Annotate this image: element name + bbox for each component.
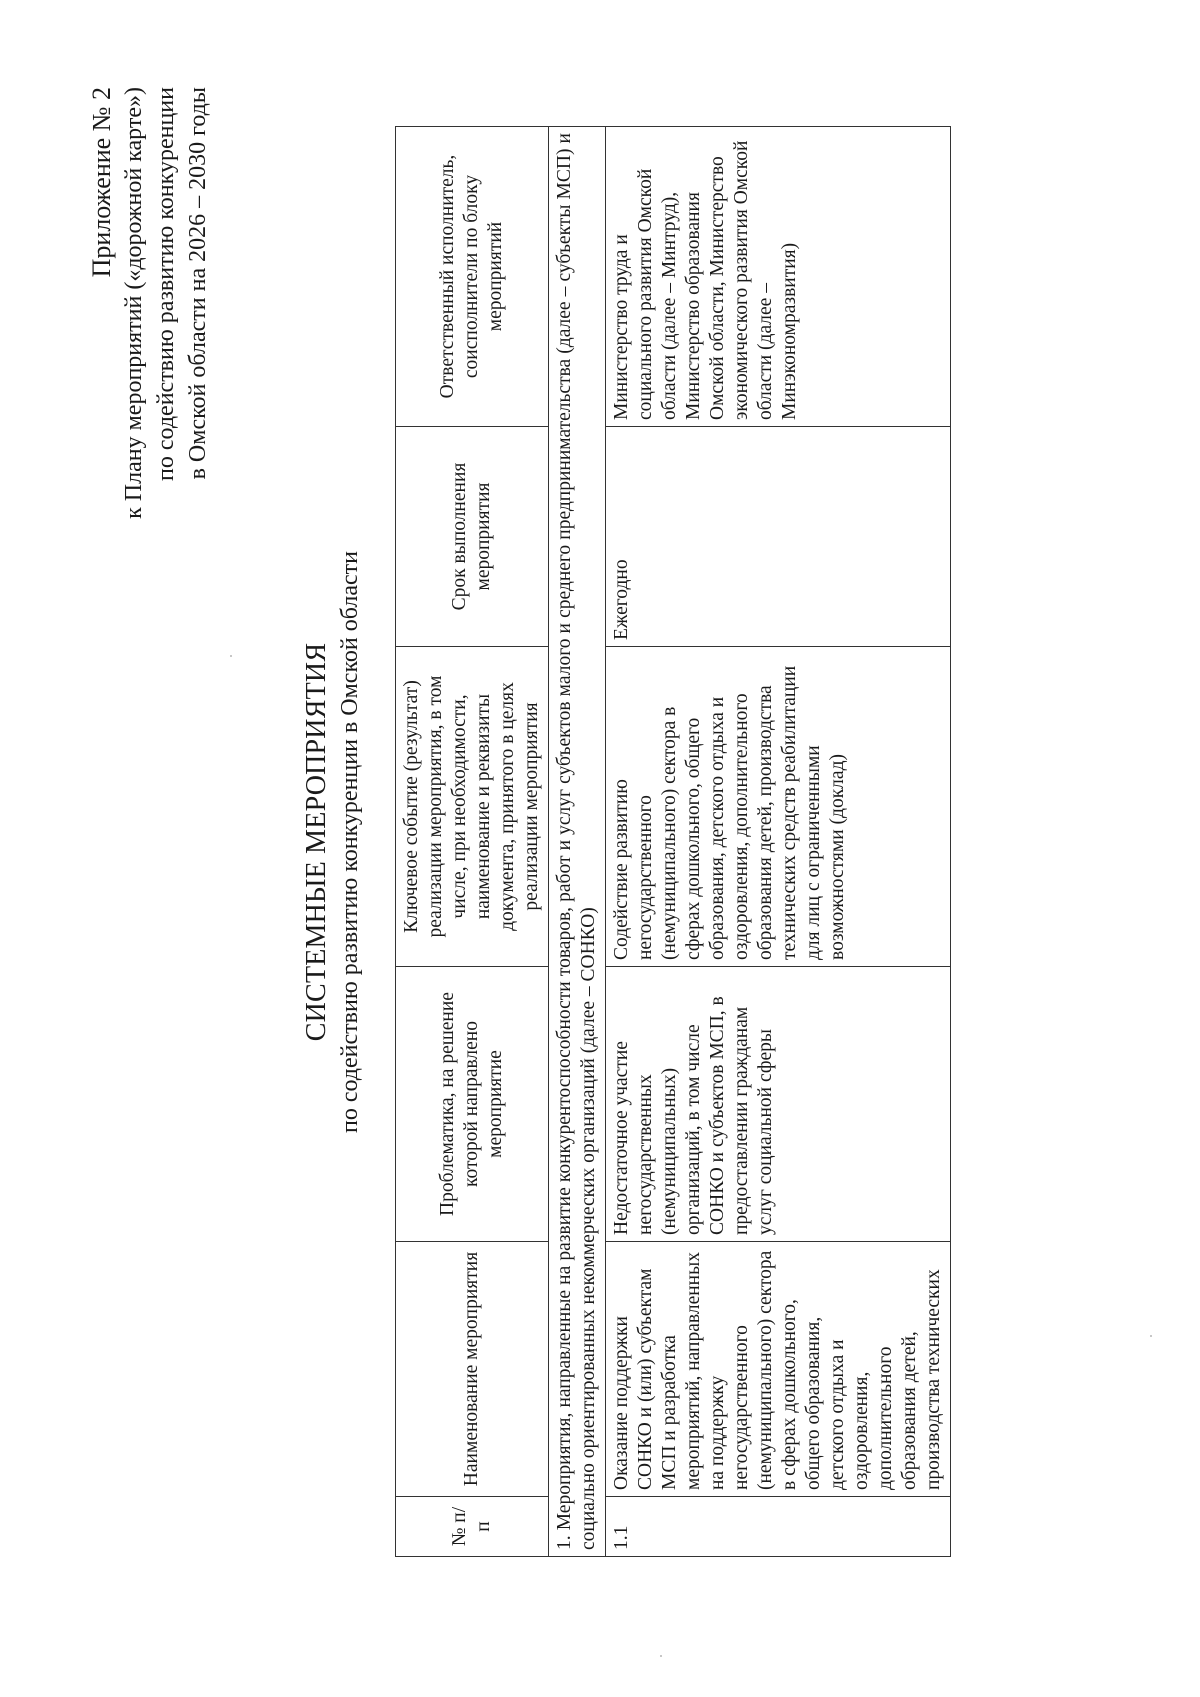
appendix-line: в Омской области на 2026 – 2030 годы [185,87,211,480]
column-header-problem: Проблематика, на решение которой направлено мероприятие [396,967,549,1242]
section-row [549,127,606,1557]
measures-table [395,126,951,1557]
document-subtitle: по содействию развитию конкуренции в Омской области [337,551,363,1133]
document-title: СИСТЕМНЫЕ МЕРОПРИЯТИЯ [301,642,332,1042]
table-row [606,127,951,1557]
column-header-key-event: Ключевое событие (результат) реализации мероприятия, в том числе, при необходимости, наименование и реквизиты документа, принятого в целях реализации мероприятия [396,647,549,967]
cell-problem: Недостаточное участие негосударственных (немуниципальных) организаций, в том числе СОНКО и субъектов МСП, в предоставлении гражданам услуг социальной сферы [606,967,951,1242]
column-header-deadline: Срок выполнения мероприятия [396,427,549,647]
document-title-block [300,127,366,1557]
appendix-line: к Плану мероприятий («дорожной карте») [121,87,147,519]
column-header-name: Наименование мероприятия [396,1242,549,1497]
column-header-responsible: Ответственный исполнитель, соисполнители по блоку мероприятий [396,127,549,427]
cell-number: 1.1 [606,1497,951,1557]
table-header-row [396,127,549,1557]
scan-speck [1150,1335,1152,1337]
scan-speck [660,1655,662,1657]
cell-responsible: Министерство труда и социального развития Омской области (далее – Минтруд), Министерство образования Омской области, Министерство экономического развития Омской области (далее – Минэкономразвития) [606,127,951,427]
cell-deadline: Ежегодно [606,427,951,647]
scan-speck [230,655,232,657]
appendix-line: по содействию развитию конкуренции [153,87,179,481]
appendix-header [86,87,214,647]
cell-key-event: Содействие развитию негосударственного (немуниципального) сектора в сферах дошкольного, общего образования, детского отдыха и оздоровления, дополнительного образования детей, производства технических средств реабилитации для лиц с ограниченными возможностями (доклад) [606,647,951,967]
cell-name: Оказание поддержки СОНКО и (или) субъектам МСП и разработка мероприятий, направленных на поддержку негосударственного (немуниципального) сектора в сферах дошкольного, общего образования, детского отдыха и оздоровления, дополнительного образования детей, производства технических [606,1242,951,1497]
section-heading: 1. Мероприятия, направленные на развитие конкурентоспособности товаров, работ и услуг субъектов малого и среднего предпринимательства (далее – субъекты МСП) и социально ориентированных некоммерческих организаций (далее – СОНКО) [549,127,606,1557]
appendix-number: Приложение № 2 [87,87,116,278]
column-header-number: № п/п [396,1497,549,1557]
